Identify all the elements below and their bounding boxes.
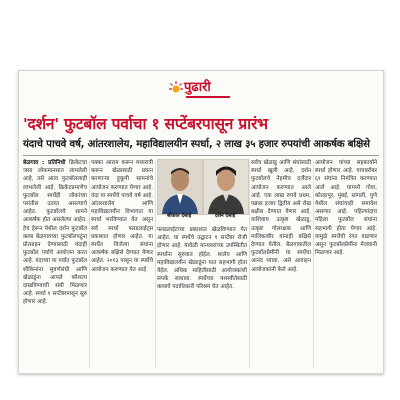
article-headline: 'दर्शन' फुटबॉल पर्वाचा १ सप्टेंबरपासून प्रारंभ (23, 115, 268, 133)
article-column-1 (23, 159, 87, 369)
sun-emblem-icon (168, 80, 184, 96)
article-column-5 (315, 159, 377, 369)
portrait-photo-2 (203, 159, 249, 215)
article-column-4 (251, 159, 311, 369)
column-text: क्रिकेटचा जसा लोकमानसात लामलेली आहे, तसे आता फुटबॉललाही लाभलेली आहे. क्रिकेटप्रमाणेच फुटबॉल स्पर्धेही लोकांच्या पसंतीस उतरत असल्याचे आहेत. फुटबॉलचे सामने आकर्षक होत असलेल्या आहेत. हेच हेरून येथील दर्शन फुटबॉल क्लब बेळगावच्या फुटबॉलपटूंना प्रोत्साहन देण्यासाठी यंदाही फुटबॉल पर्वाचे आयोजन करत आहे. यंदाच्या या पर्वात फुटबॉल शौकिनांना सुवर्णसंधी आणि खेळाडूंना आपले कौशल्य दाखविण्याची संधी मिळणार आहे. स्पर्धा १ सप्टेंबरपासून सुरु होणार आहे. (23, 160, 87, 306)
column-divider (89, 161, 90, 367)
photo-caption-1: श्रीकांत देसाई (166, 213, 192, 219)
column-text: फ्लडलाईटच्या प्रकाशात खेळविण्यात येत आहेत. या स्पर्धेचे उद्घाटन १ सप्टेंबर रोजी होणार आहे. यावेळी मान्यवरांच्या उपस्थितीत स्पर्धांना सुरुवात होईल. शालेय आणि महाविद्यालयीन खेळाडूंना यात सहभागी होता येईल. अधिक माहितीसाठी आयोजकांशी संपर्क साधावा. स्पर्धेच्या यशस्वीतेसाठी क्लबचे पदाधिकारी परिश्रम घेत आहेत. (157, 227, 247, 291)
photo-group (157, 159, 247, 219)
publication-logo (166, 79, 236, 97)
article-column-2 (91, 159, 153, 369)
column-divider (249, 161, 250, 367)
publication-name: पुढारी (184, 80, 211, 95)
masthead (19, 79, 383, 99)
logo-underline (186, 96, 230, 98)
portrait-photo-1 (157, 159, 203, 215)
dateline: बेळगाव : प्रतिनिधी (23, 160, 66, 166)
column-divider (155, 161, 156, 367)
photo-caption-2: दर्शन देसाई (214, 213, 236, 219)
column-text: पक्का आराम करून मध्यरात्री करून खेळासाठी प्रयत्न करणाऱ्या हुकूमी सामनांचे आयोजन करण्यात येणार आहे. यंदा या स्पर्धेचे पाचवे वर्ष आहे. आंतरशालेय आणि महाविद्यालयीन विभागात या स्पर्धा भरविण्यात येत असून सर्व स्पर्धा फ्लडलाईट्स प्रकाशात होणार आहेत. या स्पर्धेत विजेत्या संघांना आकर्षक बक्षिसे देण्यात येणार आहेत. २०१३ पासून या स्पर्धेचे आयोजन करण्यात येत आहे. (91, 160, 153, 273)
column-divider (313, 161, 314, 367)
person-silhouette-icon (158, 160, 202, 214)
newspaper-clipping (18, 70, 384, 374)
column-text: आयोजन यांच्या सहकार्याने स्पर्धा होणार आहे. याचबरोबर ६१ संघांना निमंत्रित करण्यात आले आहे. यामध्ये गोवा, कोल्हापूर, मुंबई, सांगली, पुणे येथील संघांचाही समावेश असणार आहे. पहिल्यांदाच महिला फुटबॉल संघांना सहभागी होता येणार आहे. यामुळे स्पर्धेची रंगत वाढणार असून फुटबॉलप्रेमींना मेजवानी मिळणार आहे. (315, 160, 377, 257)
column-text: सर्वच खेळाडू आणि संघांसाठी स्पर्धा खुली आहे. दर्शन फुटबॉलचे नेहमीच दर्जेदार आयोजन करण्यात आले आहे. एक लाख रुपये प्रथम, पन्नास हजार द्वितीय असे रोख बक्षीस देण्यात येणार आहे. याशिवाय उत्कृष्ट खेळाडू, उत्कृष्ट गोलरक्षक आणि मालिकावीर यांनाही बक्षिसे देण्यात येतील. बेळगावातील फुटबॉलप्रेमींनी या स्पर्धेचा आनंद घ्यावा, असे आवाहन आयोजकांनी केले आहे. (251, 160, 311, 273)
article-column-3 (157, 226, 247, 369)
person-silhouette-icon (204, 160, 248, 214)
headline-divider (23, 155, 379, 156)
article-subheadline: यंदाचे पाचवे वर्ष, आंतरशालेय, महाविद्यालयीन स्पर्धा, २ लाख ३५ हजार रुपयांची आकर्षक बक्षिसे (23, 139, 370, 150)
